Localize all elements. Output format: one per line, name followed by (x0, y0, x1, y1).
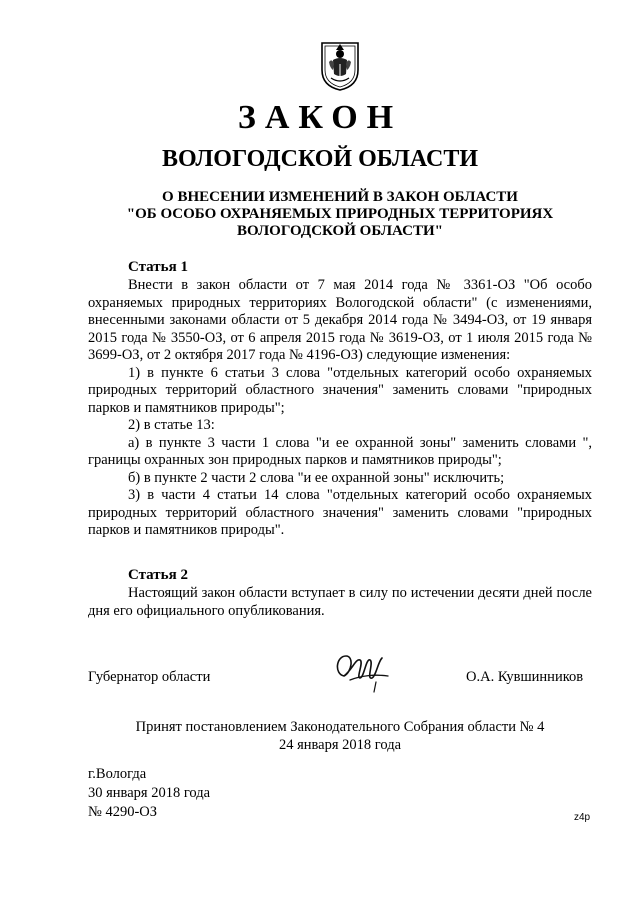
law-subtitle (110, 189, 570, 240)
article-1-item: 2) в статье 13: (128, 417, 215, 433)
city: г.Вологда (88, 766, 147, 782)
article-1-heading: Статья 1 (128, 259, 188, 275)
article-2-heading: Статья 2 (128, 567, 188, 583)
adoption-line: Принят постановлением Законодательного Собрания области № 4 (135, 719, 545, 735)
subtitle-line: О ВНЕСЕНИИ ИЗМЕНЕНИЙ В ЗАКОН ОБЛАСТИ (162, 189, 518, 205)
article-1-item: б) в пункте 2 части 2 слова "и ее охранной зоны" исключить; (128, 469, 505, 486)
adoption-date: 24 января 2018 года (278, 737, 402, 753)
article-1-paragraph: Внести в закон области от 7 мая 2014 года № 3361-ОЗ "Об особо охраняемых природных территориях Вологодской области" (с изменениями, внесенными законами области от 5 декабря 2014 года № 3494-ОЗ, от 19 января 2015 года № 3550-ОЗ, от 6 апреля 2015 года № 3619-ОЗ, от 1 июля 2015 года № 3699-ОЗ, от 2 октября 2017 года № 4196-ОЗ) следующие изменения: (88, 277, 592, 363)
region-title: ВОЛОГОДСКОЙ ОБЛАСТИ (161, 146, 479, 172)
handwritten-signature (330, 646, 394, 694)
signatory-name: О.А. Кувшинников (466, 669, 584, 685)
article-1-item: 3) в части 4 статьи 14 слова "отдельных категорий особо охраняемых природных территорий областного значения" заменить словами "природных парков и памятников природы". (88, 487, 592, 538)
article-1-item: а) в пункте 3 части 1 слова "и ее охранной зоны" заменить словами ", границы охранных зон природных парков и памятников природы"; (88, 434, 592, 468)
subtitle-line: ВОЛОГОДСКОЙ ОБЛАСТИ" (237, 223, 443, 239)
law-number: № 4290-ОЗ (88, 804, 158, 820)
coat-of-arms-emblem (319, 40, 361, 92)
law-title: ЗАКОН (237, 99, 403, 136)
article-1-item: 1) в пункте 6 статьи 3 слова "отдельных категорий особо охраняемых природных территорий областного значения" заменить словами "природных парков и памятников природы"; (88, 364, 592, 416)
place-and-date (88, 765, 210, 822)
subtitle-line: "ОБ ОСОБО ОХРАНЯЕМЫХ ПРИРОДНЫХ ТЕРРИТОРИЯХ (126, 206, 554, 222)
article-1-body (88, 277, 592, 540)
signing-date: 30 января 2018 года (88, 785, 211, 801)
article-2-paragraph: Настоящий закон области вступает в силу по истечении десяти дней после дня его официального опубликования. (88, 585, 592, 619)
signatory-position: Губернатор области (88, 669, 211, 685)
adoption-note (88, 718, 592, 754)
document-code: z4p (574, 812, 591, 823)
article-2-body (88, 585, 592, 620)
